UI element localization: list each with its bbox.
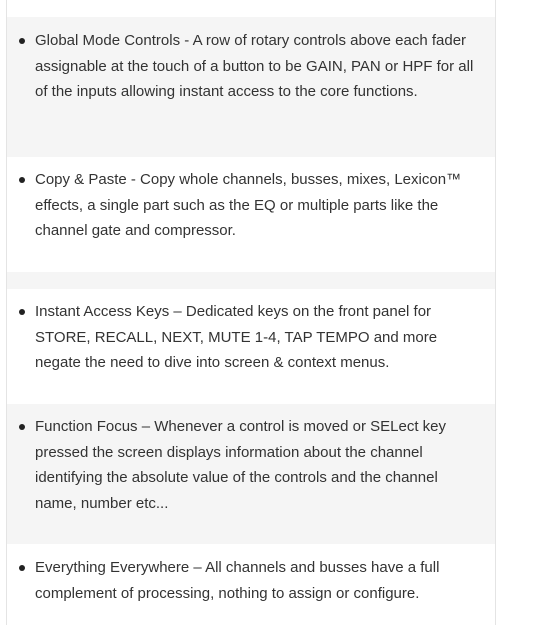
feature-row-copy-paste (7, 157, 495, 272)
feature-text: Function Focus – Whenever a control is moved or SELect key pressed the screen displays information about the channel identifying the absolute value of the controls and the channel name, number etc... (35, 418, 447, 512)
feature-list (7, 299, 495, 376)
list-item (7, 299, 495, 376)
feature-list (7, 28, 495, 105)
bullet-icon (19, 38, 25, 44)
feature-row-function-focus (7, 404, 495, 544)
list-item (7, 414, 495, 516)
feature-row-instant-access (7, 289, 495, 404)
divider-band (7, 272, 495, 289)
feature-text: Copy & Paste - Copy whole channels, busses, mixes, Lexicon™ effects, a single part such as the EQ or multiple parts like the channel gate and compressor. (35, 171, 462, 239)
feature-text: Everything Everywhere – All channels and busses have a full complement of processing, nothing to assign or configure. (35, 559, 440, 602)
feature-list (7, 555, 495, 606)
feature-list-panel (6, 0, 496, 625)
list-item (7, 167, 495, 244)
top-spacer (7, 0, 495, 17)
feature-text: Instant Access Keys – Dedicated keys on the front panel for STORE, RECALL, NEXT, MUTE 1-4, TAP TEMPO and more negate the need to dive into screen & context menus. (35, 303, 438, 371)
list-item (7, 28, 495, 105)
list-item (7, 555, 495, 606)
feature-list (7, 414, 495, 516)
feature-row-global-mode (7, 17, 495, 157)
feature-row-everything-everywhere (7, 544, 495, 625)
bullet-icon (19, 424, 25, 430)
feature-list (7, 167, 495, 244)
feature-text: Global Mode Controls - A row of rotary controls above each fader assignable at the touch of a button to be GAIN, PAN or HPF for all of the inputs allowing instant access to the core functions. (35, 32, 474, 100)
bullet-icon (19, 309, 25, 315)
bullet-icon (19, 565, 25, 571)
bullet-icon (19, 177, 25, 183)
